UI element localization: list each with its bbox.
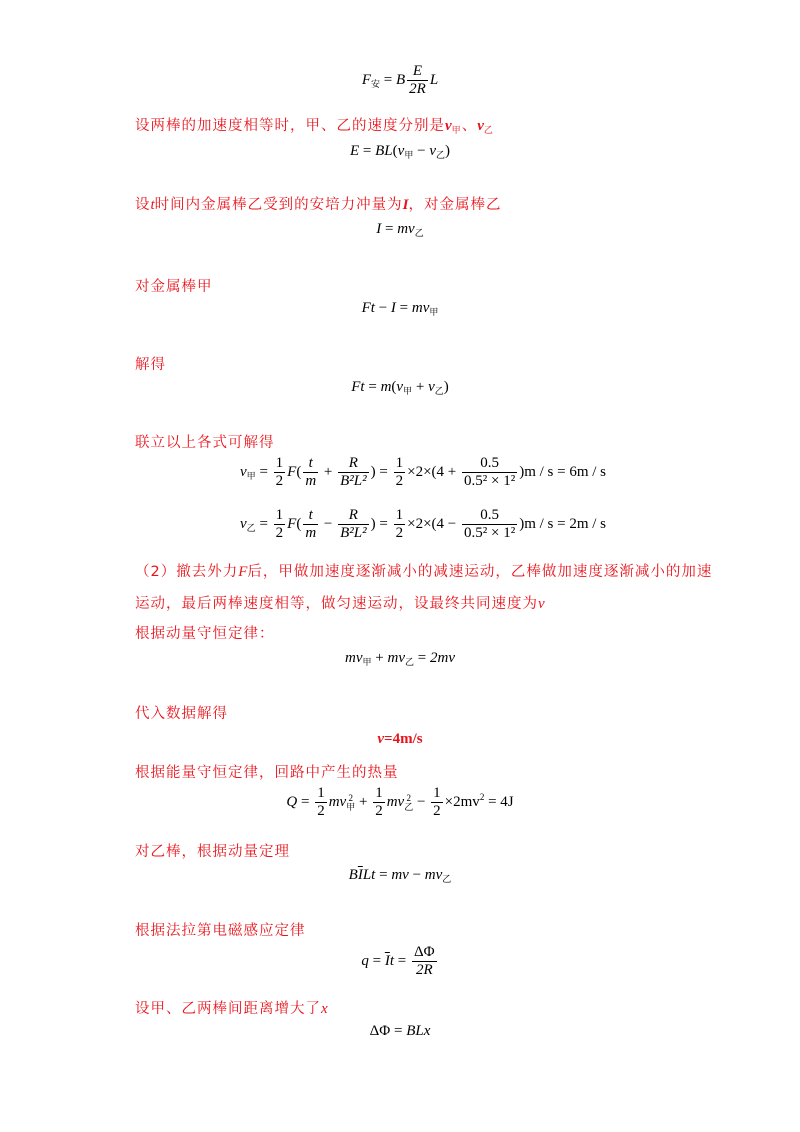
text-part2-line1: （2）撤去外力F后，甲做加速度逐渐减小的减速运动，乙棒做加速度逐渐减小的加速 [135, 564, 713, 580]
equation-total-impulse: $Ft = m(v_甲 + v_乙)$ [351, 379, 449, 397]
text-jia: 对金属棒甲 [135, 279, 213, 295]
text-yi: 对乙棒，根据动量定理 [135, 844, 290, 860]
equation-momentum-conservation: $mv_甲 + mv_乙 = 2mv$ [345, 650, 455, 668]
equation-impulse-yi: $I = mv_乙$ [376, 221, 424, 239]
text-impulse: 设t时间内金属棒乙受到的安培力冲量为I，对金属棒乙 [135, 197, 502, 213]
text-lianli: 联立以上各式可解得 [135, 435, 275, 451]
equation-emf: $E = BL(v_甲 - v_乙)$ [350, 143, 450, 161]
equation-impulse-jia: $Ft - I = mv_甲$ [361, 300, 439, 318]
text-daizhi: 代入数据解得 [135, 706, 228, 722]
equation-ampere-force: $F_安 = B$ $\frac{E}{2R}$ L [361, 63, 439, 97]
text-part2-line2: 运动，最后两棒速度相等，做匀速运动，设最终共同速度为v [135, 596, 545, 612]
text-distance: 设甲、乙两棒间距离增大了x [135, 1001, 328, 1017]
equation-flux-change: ΔΦ = BLx [369, 1023, 431, 1039]
text-faraday: 根据法拉第电磁感应定律 [135, 923, 306, 939]
text-balance: 设两棒的加速度相等时，甲、乙的速度分别是$v_甲$、$v_乙$ [135, 118, 494, 136]
text-jiede: 解得 [135, 357, 166, 373]
result-velocity: v=4m/s [377, 731, 423, 747]
equation-heat: Q = $\frac{1}{2}$ mv 2 甲 + $\frac{1}{2}$ mv 2 乙 − $\frac{1}{2}$ $\times 2mv^2 = 4J$ [286, 785, 514, 819]
equation-momentum-theorem: $B\overline{I}Lt$ = mv − $mv_乙$ [348, 867, 452, 885]
text-momentum: 根据动量守恒定律： [135, 626, 275, 642]
text-energy: 根据能量守恒定律，回路中产生的热量 [135, 765, 399, 781]
equation-charge: $q = \overline{I}t$ = $\frac{\Delta\Phi}{2R}$ [361, 944, 435, 978]
equation-v-yi: $v_乙$ = $\frac{1}{2}$ F( $\frac{t}{m}$ − $\frac{R}{\text{B²L²}}$ ) = $\frac{1}{2}$ ×2×(4 − $\frac{0.5}{\text{0.5² × 1²}}$ )m / s = 2m / s [240, 507, 607, 541]
equation-v-jia: $v_甲$ = $\frac{1}{2}$ F( $\frac{t}{m}$ + $\frac{R}{\text{B²L²}}$ ) = $\frac{1}{2}$ ×2×(4 + $\frac{0.5}{\text{0.5² × 1²}}$ )m / s = 6m / s [240, 455, 607, 489]
